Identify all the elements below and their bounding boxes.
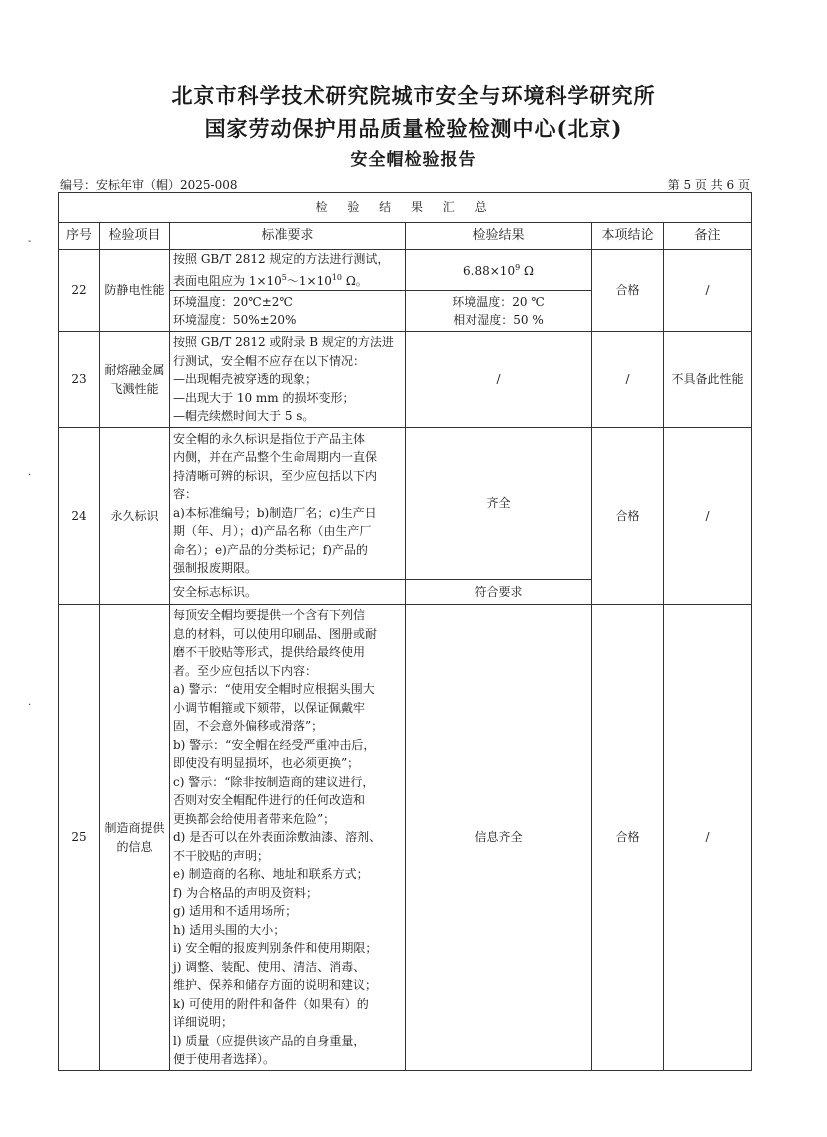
req-exponent: 5 [281,272,287,282]
row-result: 齐全 [406,428,592,580]
req-line: 环境温度：20℃±2℃ [173,294,293,309]
row-requirement [170,332,406,428]
req-line: 固，不会意外偏移或滑落”； [173,719,324,734]
req-line: —出现大于 10 mm 的损坏变形； [173,390,355,405]
req-line: 按照 GB/T 2812 或附录 B 规定的方法进 [173,335,394,350]
margin-mark: · [28,470,32,481]
req-exponent: 10 [331,272,343,282]
req-text: 表面电阻应为 1×10 [173,273,282,288]
req-text: Ω。 [342,273,368,288]
req-line: a)本标准编号；b)制造厂名；c)生产日 [173,505,377,520]
req-line: k) 可使用的附件和备件（如果有）的 [173,996,369,1011]
req-line: 期（年、月）；d)产品名称（由生产厂 [173,524,372,538]
req-line: 容： [173,487,198,501]
row-result: / [406,332,592,428]
req-line: 磨不干胶贴等形式，提供给最终使用 [173,645,366,660]
row-result [406,250,592,291]
row-item: 防静电性能 [100,250,170,332]
table-row [59,428,752,580]
req-line: 内侧，并在产品整个生命周期内一直保 [173,450,378,464]
row-no: 24 [59,428,100,605]
req-line: c) 警示：“除非按制造商的建议进行， [173,774,375,789]
row-requirement [170,428,406,580]
req-line: 否则对安全帽配件进行的任何改造和 [173,793,366,808]
center-name: 国家劳动保护用品质量检验检测中心(北京) [204,116,623,141]
req-line: 维护、保养和储存方面的说明和建议； [173,978,378,993]
req-line: a) 警示：“使用安全帽时应根据头围大 [173,682,375,697]
page-number: 第 5 页 共 6 页 [667,178,750,192]
row-requirement [170,291,406,332]
results-summary-table [58,192,752,1071]
req-line: f) 为合格品的声明及资料； [173,885,318,900]
row-requirement [170,605,406,1071]
row-item: 永久标识 [100,428,170,605]
req-line: i) 安全帽的报废判别条件和使用期限； [173,941,378,956]
req-line: 安全帽的永久标识是指位于产品主体 [173,431,366,446]
row-no: 22 [59,250,100,332]
row-remark: 不具备此性能 [664,332,752,428]
req-line: 详细说明； [173,1015,234,1030]
row-requirement [170,250,406,291]
req-line: h) 适用头围的大小； [173,922,286,937]
report-number: 编号：安标年审（帽）2025-008 [60,178,238,192]
req-line: j) 调整、装配、使用、清洁、消毒、 [173,959,366,974]
col-header-item: 检验项目 [100,223,170,250]
row-no: 25 [59,605,100,1071]
row-conclusion: 合格 [592,250,664,332]
table-row [59,250,752,291]
req-line: 息的材料，可以使用印刷品、图册或耐 [173,626,378,641]
result-unit: Ω [524,264,534,279]
report-title: 安全帽检验报告 [350,150,477,170]
req-line: 即使没有明显损坏，也必须更换”； [173,756,360,771]
req-line: 行测试，安全帽不应存在以下情况： [173,353,366,368]
req-line: 环境湿度：50%±20% [173,313,297,327]
row-result: 符合要求 [406,580,592,605]
req-line: 强制报废期限。 [173,561,258,575]
req-line [173,269,402,291]
req-line: 按照 GB/T 2812 规定的方法进行测试， [173,252,390,266]
col-header-requirement: 标准要求 [170,223,406,250]
row-conclusion: 合格 [592,428,664,605]
req-line: e) 制造商的名称、地址和联系方式； [173,867,369,882]
col-header-result: 检验结果 [406,223,592,250]
row-no: 23 [59,332,100,428]
table-row [59,605,752,1071]
margin-mark: - [28,236,32,247]
req-line: 者。至少应包括以下内容： [173,663,318,678]
req-line: d) 是否可以在外表面涂敷油漆、溶剂、 [173,830,382,845]
result-exponent: 9 [515,263,521,273]
table-row [59,332,752,428]
req-text: ～1×10 [286,273,332,288]
req-line: 便于使用者选择）。 [173,1052,276,1067]
row-result: 信息齐全 [406,605,592,1071]
req-line: —出现帽壳被穿透的现象； [173,372,318,387]
col-header-conclusion: 本项结论 [592,223,664,250]
result-line: 环境温度：20 ℃ [452,294,545,309]
result-value: 6.88×10 [463,264,516,279]
req-line: 每顶安全帽均要提供一个含有下列信 [173,608,366,623]
row-result [406,291,592,332]
row-conclusion: 合格 [592,605,664,1071]
req-line: l) 质量（应提供该产品的自身重量， [173,1033,366,1048]
req-line: 持清晰可辨的标识，至少应包括以下内 [173,468,378,483]
margin-mark: · [28,700,32,711]
row-remark: / [664,428,752,605]
req-line: 不干胶贴的声明； [173,848,270,863]
row-requirement: 安全标志标识。 [170,580,406,605]
req-line: 小调节帽箍或下颏带，以保证佩戴牢 [173,700,366,715]
row-item: 耐熔融金属飞溅性能 [100,332,170,428]
req-line: —帽壳续燃时间大于 5 s。 [173,409,315,424]
table-title: 检 验 结 果 汇 总 [59,193,752,223]
req-line: 命名）；e)产品的分类标记；f)产品的 [173,542,368,557]
row-remark: / [664,605,752,1071]
row-conclusion: / [592,332,664,428]
col-header-no: 序号 [59,223,100,250]
row-remark: / [664,250,752,332]
institute-name: 北京市科学技术研究院城市安全与环境科学研究所 [171,83,656,108]
req-line: b) 警示：“安全帽在经受严重冲击后， [173,737,376,752]
row-item: 制造商提供的信息 [100,605,170,1071]
req-line: 更换都会给使用者带来危险”； [173,811,336,826]
table-header-row [59,223,752,250]
col-header-remark: 备注 [664,223,752,250]
result-line: 相对湿度：50 % [453,313,544,327]
req-line: g) 适用和不适用场所； [173,904,298,919]
